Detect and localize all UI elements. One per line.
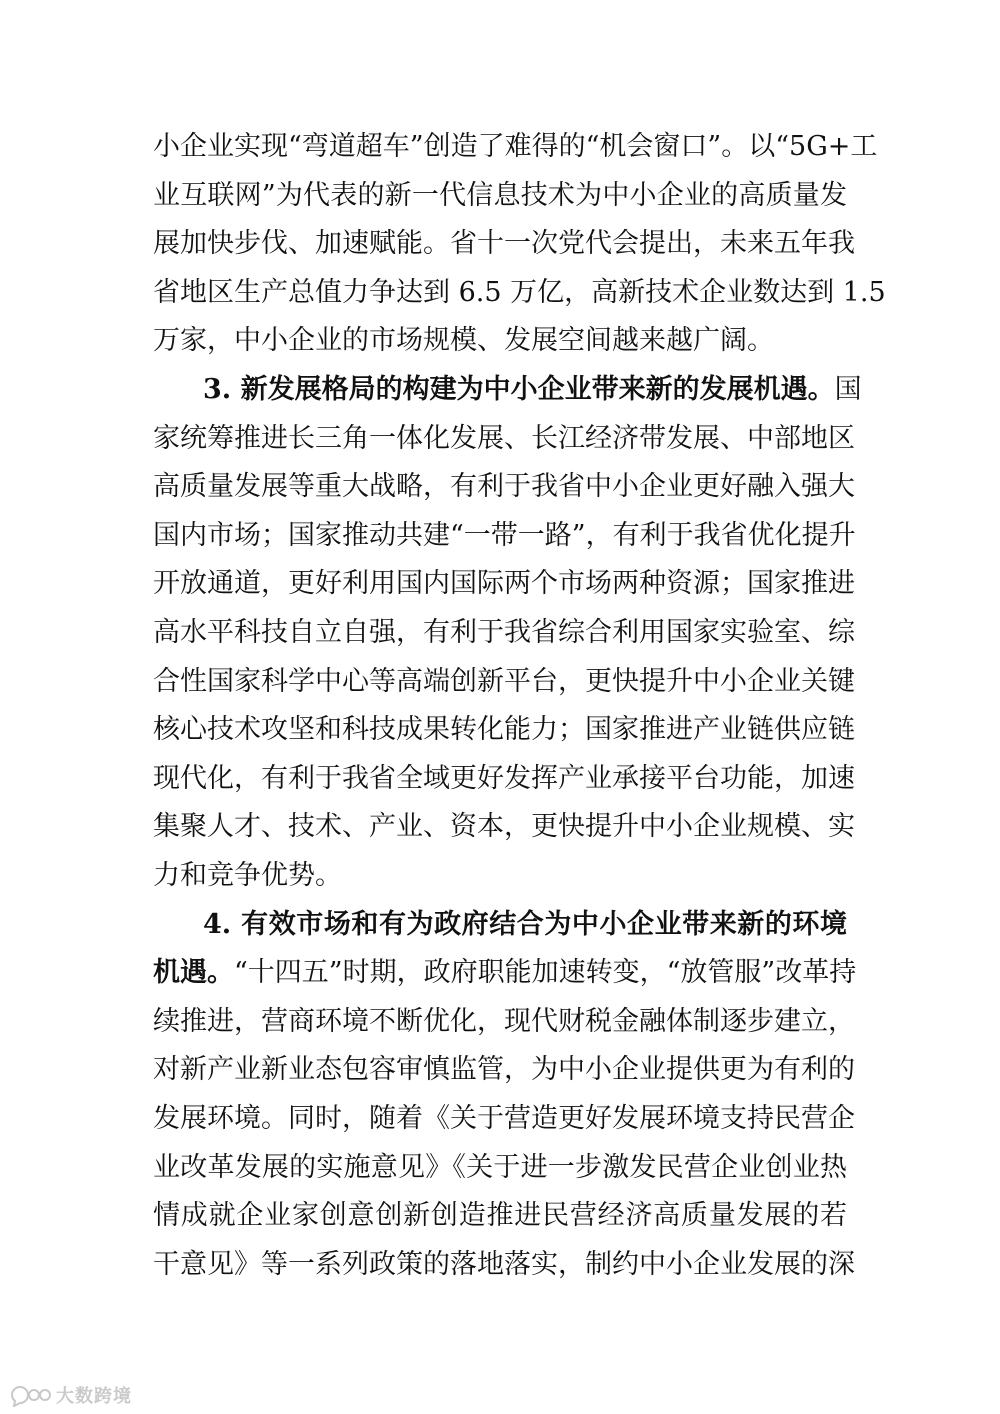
text-line bbox=[153, 560, 855, 608]
body-text-segment: 合性国家科学中心等高端创新平台，更快提升中小企业关键 bbox=[153, 666, 855, 697]
body-text-segment: 小企业实现“弯道超车”创造了难得的“机会窗口”。以“5G+工 bbox=[153, 131, 878, 162]
body-text-segment: 发展环境。同时，随着《关于营造更好发展环境支持民营企 bbox=[153, 1103, 855, 1134]
text-line bbox=[203, 366, 862, 414]
text-line bbox=[153, 317, 847, 365]
text-line bbox=[153, 1241, 855, 1289]
text-line bbox=[153, 269, 886, 317]
text-line bbox=[153, 803, 855, 851]
text-line bbox=[153, 658, 855, 706]
body-text-segment: 集聚人才、技术、产业、资本，更快提升中小企业规模、实 bbox=[153, 811, 855, 842]
text-line bbox=[153, 706, 855, 754]
text-line bbox=[153, 123, 878, 171]
text-line bbox=[153, 1046, 855, 1094]
body-text-segment: 国 bbox=[834, 374, 862, 405]
text-line bbox=[153, 755, 855, 803]
text-line bbox=[153, 172, 847, 220]
body-text-segment: 家统筹推进长三角一体化发展、长江经济带发展、中部地区 bbox=[153, 423, 855, 454]
text-line bbox=[203, 901, 847, 949]
text-line bbox=[153, 1192, 847, 1240]
text-line bbox=[153, 415, 855, 463]
text-line bbox=[153, 852, 847, 900]
body-text-segment: 高质量发展等重大战略，有利于我省中小企业更好融入强大 bbox=[153, 471, 855, 502]
body-text-segment: 展加快步伐、加速赋能。省十一次党代会提出，未来五年我 bbox=[153, 228, 855, 259]
body-text-segment: 万家，中小企业的市场规模、发展空间越来越广阔。 bbox=[153, 325, 774, 356]
body-text-segment: 对新产业新业态包容审慎监管，为中小企业提供更为有利的 bbox=[153, 1054, 855, 1085]
text-line bbox=[153, 949, 857, 997]
body-text-segment: 情成就企业家创意创新创造推进民营经济高质量发展的若 bbox=[153, 1200, 847, 1231]
body-text-segment: 业改革发展的实施意见》《关于进一步激发民营企业创业热 bbox=[153, 1152, 847, 1183]
body-text-segment: 开放通道，更好利用国内国际两个市场两种资源；国家推进 bbox=[153, 568, 855, 599]
text-line bbox=[153, 512, 856, 560]
text-line bbox=[153, 609, 855, 657]
body-text-segment: 续推进，营商环境不断优化，现代财税金融体制逐步建立， bbox=[153, 1006, 855, 1037]
watermark bbox=[8, 1382, 132, 1408]
body-text-segment: 高水平科技自立自强，有利于我省综合利用国家实验室、综 bbox=[153, 617, 855, 648]
watermark-text: 大数跨境 bbox=[56, 1386, 132, 1407]
text-line bbox=[153, 1144, 847, 1192]
speech-bubble-icon bbox=[8, 1383, 52, 1407]
bold-heading-text: 机遇。 bbox=[153, 957, 234, 988]
body-text-segment: 省地区生产总值力争达到 6.5 万亿，高新技术企业数达到 1.5 bbox=[153, 277, 886, 308]
body-text-segment: 核心技术攻坚和科技成果转化能力；国家推进产业链供应链 bbox=[153, 714, 855, 745]
text-line bbox=[153, 1095, 855, 1143]
bold-heading-text: 4. 有效市场和有为政府结合为中小企业带来新的环境 bbox=[203, 909, 847, 940]
text-line bbox=[153, 998, 855, 1046]
body-text-segment: “十四五”时期，政府职能加速转变，“放管服”改革持 bbox=[234, 957, 857, 988]
text-line bbox=[153, 220, 855, 268]
body-text-segment: 业互联网”为代表的新一代信息技术为中小企业的高质量发 bbox=[153, 180, 847, 211]
body-text-segment: 国内市场；国家推动共建“一带一路”，有利于我省优化提升 bbox=[153, 520, 856, 551]
body-text-segment: 干意见》等一系列政策的落地落实，制约中小企业发展的深 bbox=[153, 1249, 855, 1280]
text-line bbox=[153, 463, 855, 511]
bold-heading-text: 3. 新发展格局的构建为中小企业带来新的发展机遇。 bbox=[203, 374, 835, 405]
body-text-segment: 现代化，有利于我省全域更好发挥产业承接平台功能，加速 bbox=[153, 763, 855, 794]
body-text-segment: 力和竞争优势。 bbox=[153, 860, 342, 891]
